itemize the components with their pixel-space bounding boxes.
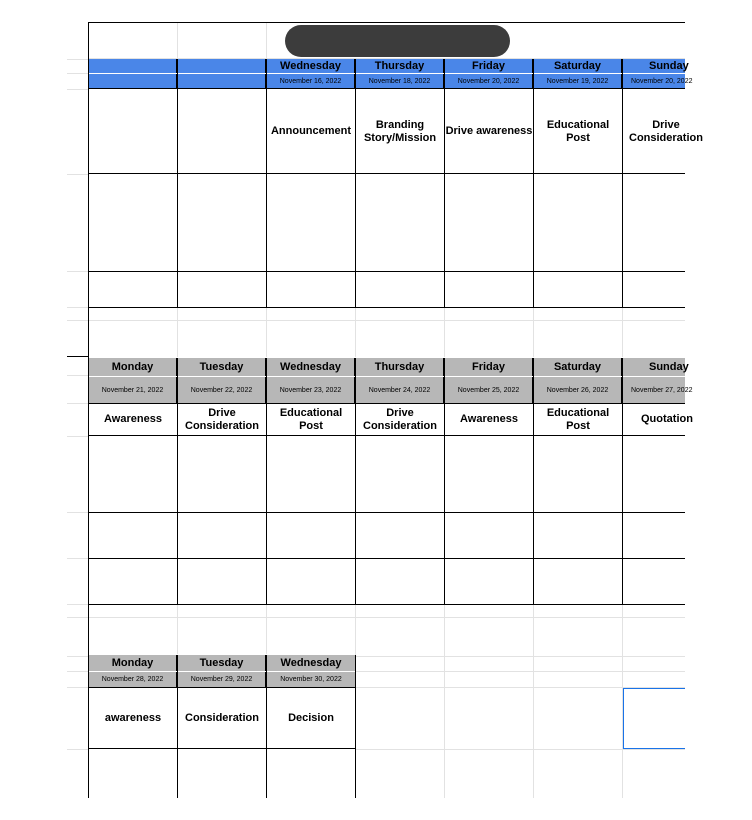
week3-day-1[interactable]: Monday bbox=[89, 655, 177, 671]
week1-activity-4[interactable]: Branding Story/Mission bbox=[363, 118, 437, 144]
week3-activity-3[interactable]: Decision bbox=[288, 711, 334, 724]
week2-day-2[interactable]: Tuesday bbox=[178, 358, 266, 376]
week2-date-5[interactable]: November 25, 2022 bbox=[445, 377, 533, 403]
week1-activity-1[interactable] bbox=[89, 90, 177, 173]
week1-day-5[interactable]: Friday bbox=[445, 59, 533, 73]
week2-date-3[interactable]: November 23, 2022 bbox=[267, 377, 355, 403]
week2-day-3[interactable]: Wednesday bbox=[267, 358, 355, 376]
week2-activity-4[interactable]: Drive Consideration bbox=[363, 406, 437, 432]
redacted-title-bar bbox=[285, 25, 510, 57]
week2-date-6[interactable]: November 26, 2022 bbox=[534, 377, 622, 403]
week2-activity-1[interactable]: Awareness bbox=[104, 413, 162, 425]
week3-activity-1[interactable]: awareness bbox=[104, 711, 162, 724]
week1-day-2[interactable] bbox=[178, 59, 266, 73]
week1-activity-3[interactable]: Announcement bbox=[270, 125, 352, 137]
week1-date-1[interactable] bbox=[89, 74, 177, 89]
week2-activity-7[interactable]: Quotation bbox=[641, 413, 693, 425]
week3-day-3[interactable]: Wednesday bbox=[267, 655, 355, 671]
week1-date-3[interactable]: November 16, 2022 bbox=[267, 74, 355, 89]
week1-activity-5[interactable]: Drive awareness bbox=[445, 125, 533, 137]
selected-cell[interactable] bbox=[623, 688, 685, 749]
week2-day-6[interactable]: Saturday bbox=[534, 358, 622, 376]
week1-date-2[interactable] bbox=[178, 74, 266, 89]
week1-activity-2[interactable] bbox=[178, 90, 266, 173]
week2-date-1[interactable]: November 21, 2022 bbox=[89, 377, 177, 403]
week2-day-4[interactable]: Thursday bbox=[356, 358, 444, 376]
week2-day-7[interactable]: Sunday bbox=[623, 358, 685, 376]
week3-date-2[interactable]: November 29, 2022 bbox=[178, 672, 266, 687]
week2-activity-6[interactable]: Educational Post bbox=[546, 406, 610, 432]
week3-day-2[interactable]: Tuesday bbox=[178, 655, 266, 671]
week1-day-6[interactable]: Saturday bbox=[534, 59, 622, 73]
week3-date-1[interactable]: November 28, 2022 bbox=[89, 672, 177, 687]
week1-date-4[interactable]: November 18, 2022 bbox=[356, 74, 444, 89]
week2-activity-2[interactable]: Drive Consideration bbox=[185, 406, 259, 432]
week2-date-2[interactable]: November 22, 2022 bbox=[178, 377, 266, 403]
week1-day-3[interactable]: Wednesday bbox=[267, 59, 355, 73]
week2-day-5[interactable]: Friday bbox=[445, 358, 533, 376]
week2-activity-3[interactable]: Educational Post bbox=[279, 406, 343, 432]
week1-date-7[interactable]: November 20, 2022 bbox=[623, 74, 685, 89]
week3-activity-2[interactable]: Consideration bbox=[185, 711, 259, 724]
week1-day-1[interactable] bbox=[89, 59, 177, 73]
week1-date-6[interactable]: November 19, 2022 bbox=[534, 74, 622, 89]
week1-activity-6[interactable]: Educational Post bbox=[546, 118, 610, 144]
week1-activity-7[interactable]: Drive Consideration bbox=[629, 118, 703, 144]
week1-day-7[interactable]: Sunday bbox=[623, 59, 685, 73]
week2-date-4[interactable]: November 24, 2022 bbox=[356, 377, 444, 403]
week1-day-4[interactable]: Thursday bbox=[356, 59, 444, 73]
week2-day-1[interactable]: Monday bbox=[89, 358, 177, 376]
week2-activity-5[interactable]: Awareness bbox=[460, 413, 518, 425]
week1-date-5[interactable]: November 20, 2022 bbox=[445, 74, 533, 89]
week3-date-3[interactable]: November 30, 2022 bbox=[267, 672, 355, 687]
week2-date-7[interactable]: November 27, 2022 bbox=[623, 377, 685, 403]
